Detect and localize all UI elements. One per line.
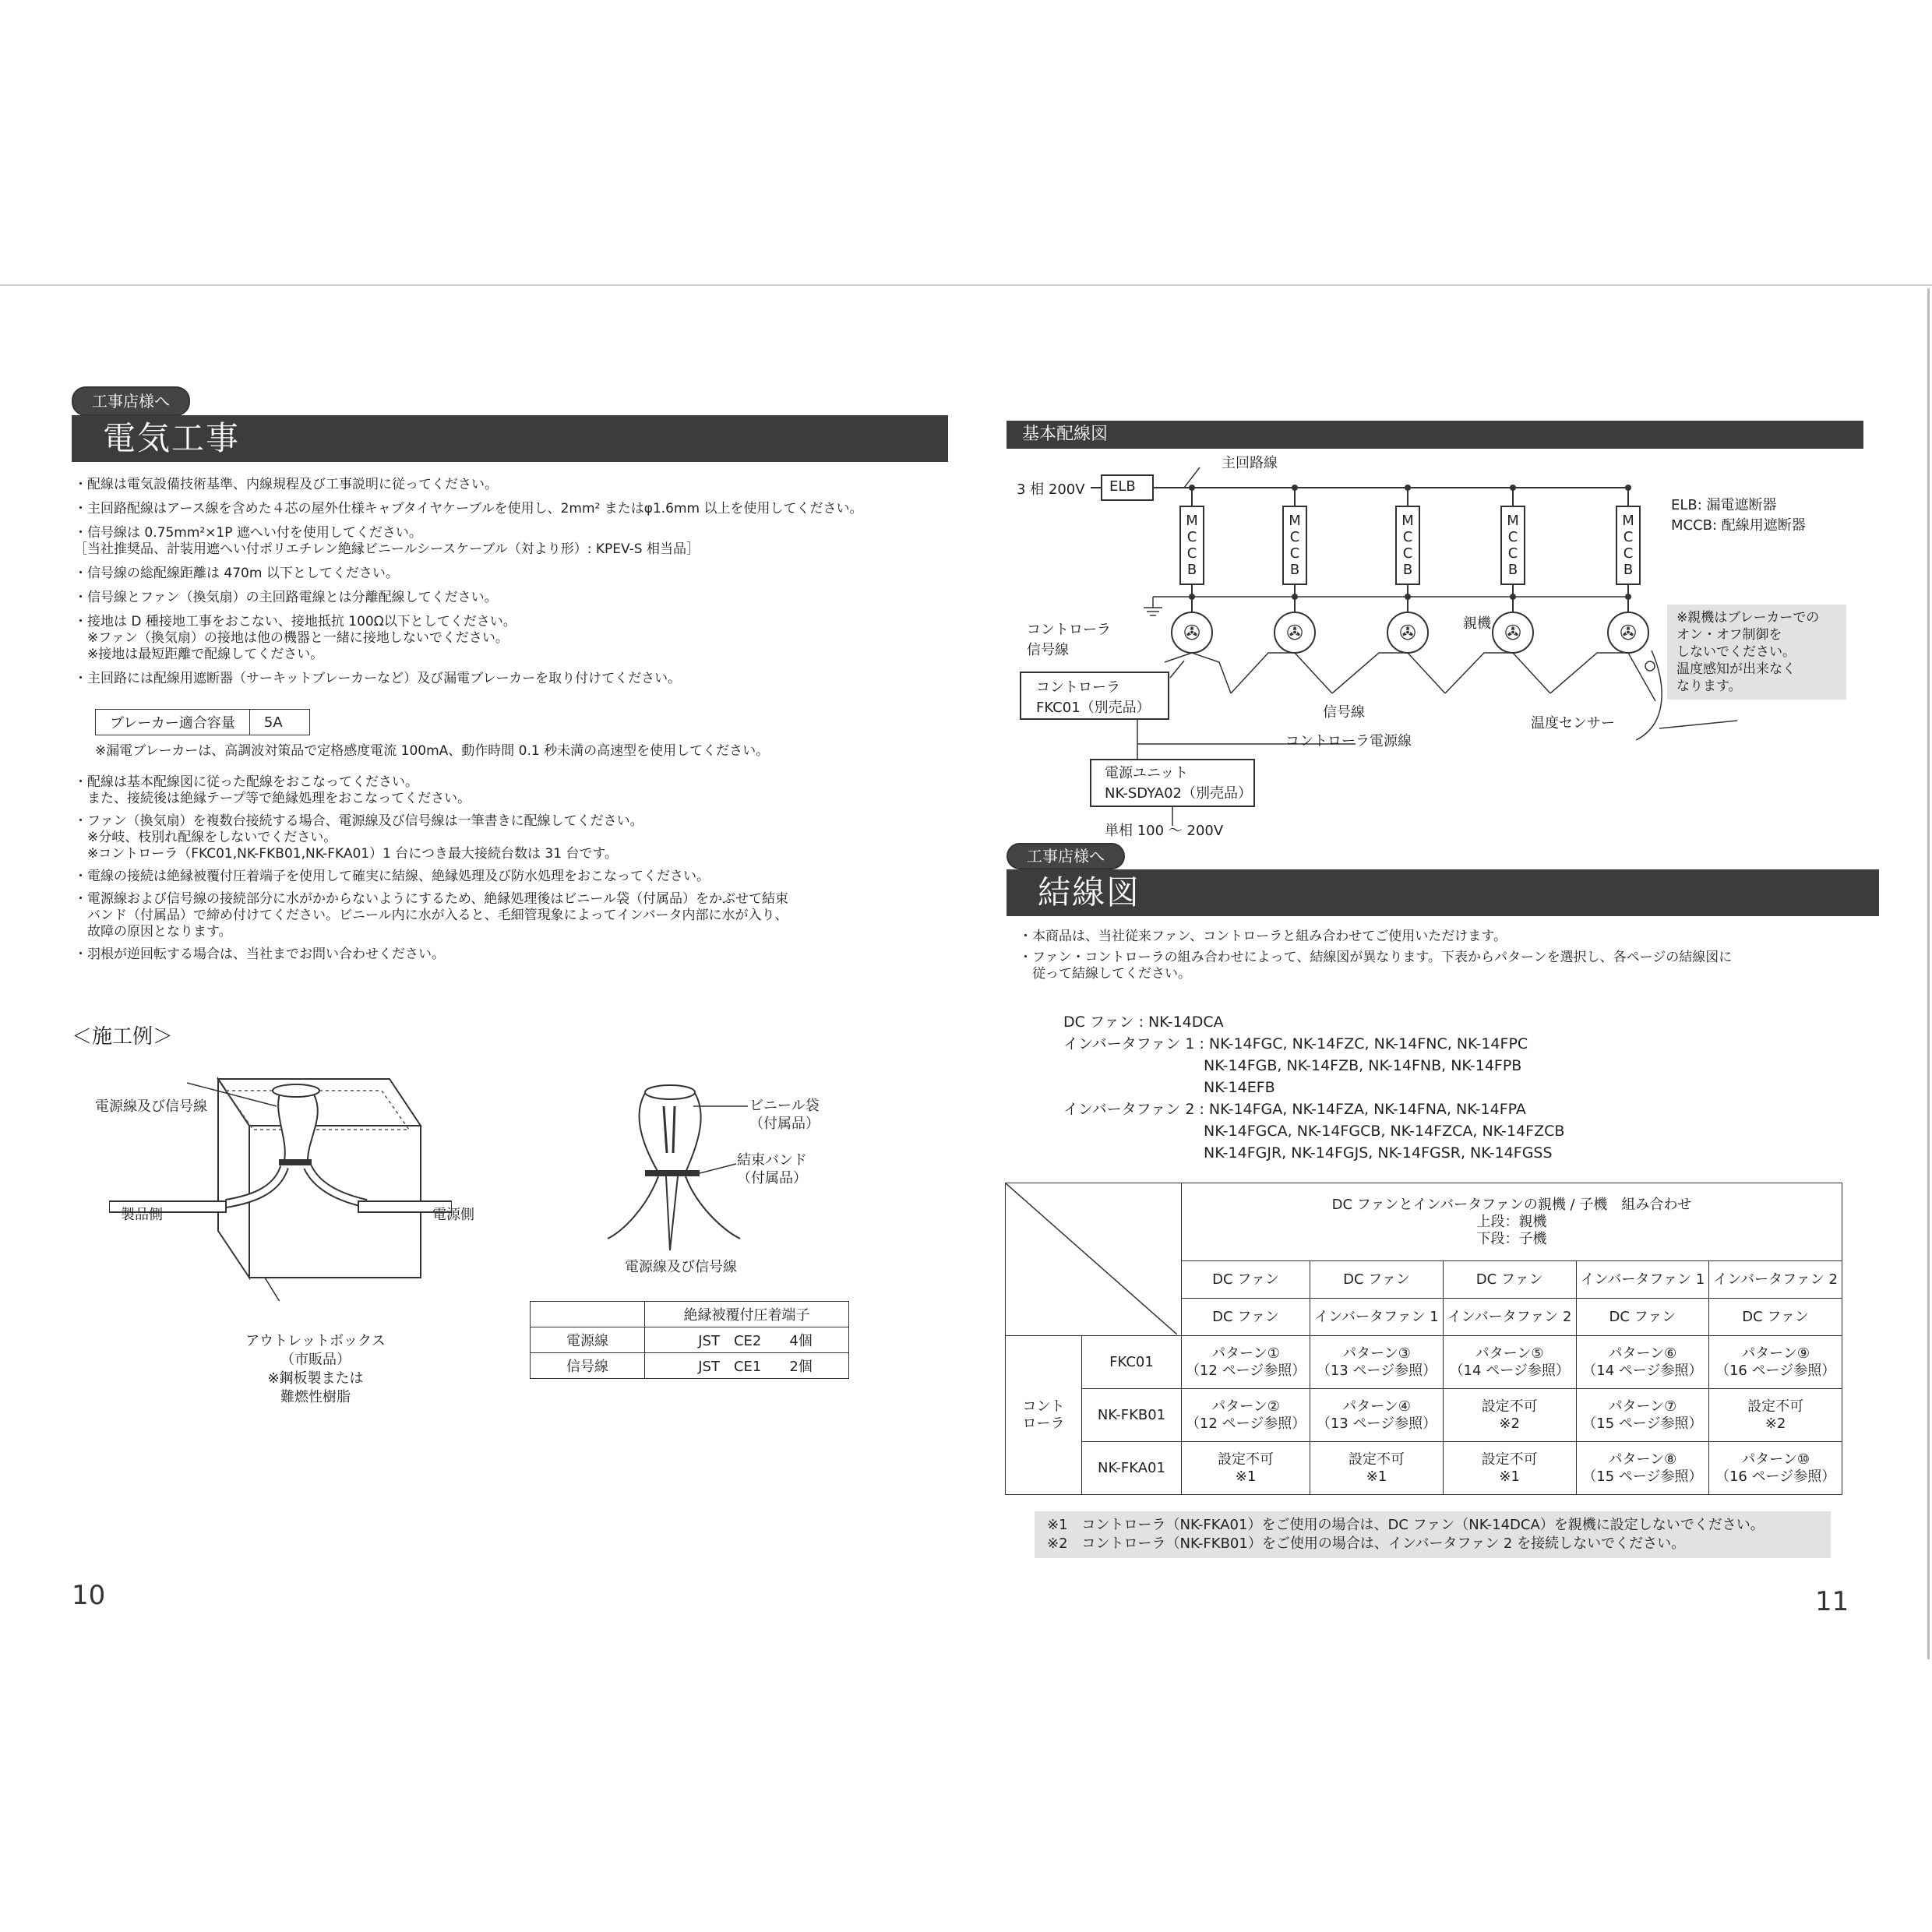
mccb-label: M C C B [1507, 513, 1519, 578]
controller-power-label: コントローラ電源線 [1285, 733, 1412, 749]
contractor-tag-left: 工事店様へ [72, 386, 190, 416]
table-row: NK-FKA01 設定不可 ※1 設定不可 ※1 設定不可 ※1 パターン⑧ （15 ページ参照） パターン⑩ （16 ページ参照） [1006, 1442, 1842, 1495]
elb-label: ELB [1109, 478, 1136, 495]
bullet-item: ・信号線は 0.75mm²×1P 遮へい付を使用してください。 ［当社推奨品、計装用遮へい付ポリエチレン絶縁ビニールシースケーブル（対より形）: KPEV-S 相当品］ [74, 525, 700, 557]
mccb-label: M C C B [1186, 513, 1198, 578]
model-group: インバータファン 1 : NK-14FGC, NK-14FZC, NK-14FNC, NK-14FPC [1063, 1035, 1528, 1052]
bullet-item: ・羽根が逆回転する場合は、当社までお問い合わせください。 [74, 947, 445, 962]
parent-unit-label: 親機 [1463, 615, 1491, 632]
bullet-item: ・電源線および信号線の接続部分に水がかからないようにするため、絶縁処理後はビニール袋（付属品）をかぶせて結束 バンド（付属品）で締め付けてください。ビニール内に水が入ると、毛細管現象によってインバータ内部に水が入り、 故障の原因となります。 [74, 891, 788, 940]
fig1-box-label: アウトレットボックス （市販品） ※鋼板製または 難燃性樹脂 [245, 1333, 386, 1405]
fig2-band-label: 結束バンド （付属品） [737, 1152, 807, 1186]
legend-mccb: MCCB: 配線用遮断器 [1671, 517, 1806, 534]
controller-fkc01-box: コントローラ FKC01（別売品） [1036, 679, 1151, 716]
footnote-box [1035, 1511, 1831, 1558]
svg-text:✇: ✇ [1286, 622, 1303, 645]
fan-unit [1332, 485, 1445, 693]
table-row: NK-FKB01 パターン② （12 ページ参照） パターン④ （13 ページ参照） 設定不可 ※2 パターン⑦ （15 ページ参照） 設定不可 ※2 [1006, 1389, 1842, 1442]
wiring-diagram-title: 基本配線図 [1007, 421, 1863, 449]
parent-unit-note: ※親機はブレーカーでの オン・オフ制御を しないでください。 温度感知が出来なく なります。 [1667, 605, 1846, 700]
bullet-item: ・信号線の総配線距離は 470m 以下としてください。 [74, 566, 399, 581]
table-row: コント ローラ FKC01 パターン① （12 ページ参照） パターン③ （13 ページ参照） パターン⑤ （14 ページ参照） パターン⑥ （14 ページ参照） パターン⑨ （16 ページ参照） [1006, 1336, 1842, 1389]
breaker-value: 5A [249, 710, 309, 735]
mccb-label: M C C B [1401, 513, 1414, 578]
main-line-label: 主回路線 [1222, 455, 1278, 471]
mccb-label: M C C B [1289, 513, 1301, 578]
table-row: 信号線 JST CE1 2個 [531, 1353, 849, 1379]
page-number-right: 11 [1815, 1586, 1849, 1617]
table-row-child: DC ファン インバータファン 1 インバータファン 2 DC ファン DC ファン [1006, 1299, 1842, 1336]
terminal-table [530, 1301, 849, 1379]
fig2-bag-label: ビニール袋 （付属品） [749, 1098, 820, 1132]
breaker-capacity-table [95, 709, 310, 735]
legend-elb: ELB: 漏電遮断器 [1671, 497, 1777, 513]
fig1-product-side: 製品側 [121, 1207, 163, 1223]
fan-unit [1231, 485, 1332, 693]
bullet-item: ・主回路には配線用遮断器（サーキットブレーカーなど）及び漏電ブレーカーを取り付けてください。 [74, 671, 682, 686]
bullet-item: ・配線は電気設備技術基準、内線規程及び工事説明に従ってください。 [74, 477, 498, 492]
bullet-item: ・配線は基本配線図に従った配線をおこなってください。 また、接続後は絶縁テープ等で絶縁処理をおこなってください。 [74, 774, 471, 806]
fig2-cable-label: 電源線及び信号線 [625, 1259, 737, 1275]
svg-text:✇: ✇ [1183, 622, 1200, 645]
fan-unit [1550, 485, 1662, 740]
controller-signal-label: コントローラ 信号線 [1027, 622, 1111, 658]
single-phase-label: 単相 100 ～ 200V [1105, 823, 1224, 839]
page-right-edge [1927, 288, 1930, 1659]
intro-item: ・ファン・コントローラの組み合わせによって、結線図が異なります。下表からパターンを選択し、各ページの結線図に 従って結線してください。 [1019, 950, 1733, 982]
table-header: DC ファンとインバータファンの親機 / 子機 組み合わせ 上段：親機 下段：子機 [1182, 1183, 1842, 1261]
svg-text:✇: ✇ [1399, 622, 1416, 645]
combination-table [1005, 1183, 1842, 1495]
fig1-cable-label: 電源線及び信号線 [95, 1098, 207, 1115]
svg-text:✇: ✇ [1504, 622, 1521, 645]
fan-unit-parent [1445, 485, 1550, 693]
breaker-label: ブレーカー適合容量 [96, 710, 250, 735]
breaker-note: ※漏電ブレーカーは、高調波対策品で定格感度電流 100mA、動作時間 0.1 秒未満の高速型を使用してください。 [95, 743, 770, 759]
temp-sensor-label: 温度センサー [1531, 715, 1615, 732]
page-title-wiring: 結線図 [1007, 869, 1879, 916]
fig1-power-side: 電源側 [432, 1207, 474, 1223]
controller-side-label: コント ローラ [1006, 1336, 1082, 1495]
contractor-tag-right: 工事店様へ [1007, 843, 1125, 869]
svg-text:✇: ✇ [1620, 622, 1637, 645]
footnote: ※1 コントローラ（NK-FKA01）をご使用の場合は、DC ファン（NK-14DCA）を親機に設定しないでください。 [1047, 1517, 1765, 1533]
supply-label: 3 相 200V [1017, 481, 1085, 498]
page-title-electrical: 電気工事 [72, 415, 948, 462]
table-row-parent: DC ファン DC ファン DC ファン インバータファン 1 インバータファン 2 [1006, 1261, 1842, 1299]
bullet-item: ・信号線とファン（換気扇）の主回路電線とは分離配線してください。 [74, 590, 498, 605]
bullet-item: ・電線の接続は絶縁被覆付圧着端子を使用して確実に結線、絶縁処理及び防水処理をおこなってください。 [74, 869, 710, 884]
model-group: インバータファン 2 : NK-14FGA, NK-14FZA, NK-14FNA, NK-14FPA [1063, 1101, 1526, 1118]
footnote: ※2 コントローラ（NK-FKB01）をご使用の場合は、インバータファン 2 を接続しないでください。 [1047, 1535, 1686, 1552]
model-list: DC ファン : NK-14DCA インバータファン 1 : NK-14FGC, NK-14FZC, NK-14FNC, NK-14FPC NK-14FGB, NK-14FZB, NK-14FNB, NK-14FPB NK-14EFB インバータファン 2 : NK-14FGA, NK-14FZA, NK-14FNA, NK-14FPA NK-14FGCA, NK-14FGCB, NK-14FZCA, NK-14FZCB NK-14FGJR, NK-14FGJS, NK-14FGSR, NK-14FGSS [1063, 1011, 1564, 1164]
table-corner [1006, 1183, 1182, 1336]
bullet-list-2 [74, 774, 931, 969]
bullet-list-1 [74, 477, 931, 695]
power-unit-box: 電源ユニット NK-SDYA02（別売品） [1105, 765, 1252, 802]
bullet-item: ・ファン（換気扇）を複数台接続する場合、電源線及び信号線は一筆書きに配線してください。 ※分岐、枝別れ配線をしないでください。 ※コントローラ（FKC01,NK-FKB01,NK-FKA01）1 台につき最大接続台数は 31 台です。 [74, 813, 643, 862]
page-top-edge [0, 284, 1932, 286]
signal-line-label: 信号線 [1323, 704, 1365, 721]
mccb-label: M C C B [1622, 513, 1634, 578]
terminal-table-header: 絶縁被覆付圧着端子 [645, 1302, 849, 1327]
vinyl-bag-illustration [600, 1083, 756, 1262]
wiring-intro [1019, 929, 1860, 982]
model-group: DC ファン : NK-14DCA [1063, 1014, 1224, 1031]
example-heading: ＜施工例＞ [72, 1025, 174, 1049]
page-number-left: 10 [72, 1580, 106, 1611]
table-row: 電源線 JST CE2 4個 [531, 1327, 849, 1353]
intro-item: ・本商品は、当社従来ファン、コントローラと組み合わせてご使用いただけます。 [1019, 929, 1507, 944]
bullet-item: ・主回路配線はアース線を含めた４芯の屋外仕様キャブタイヤケーブルを使用し、2mm² またはφ1.6mm 以上を使用してください。 [74, 501, 863, 516]
bullet-item: ・接地は D 種接地工事をおこない、接地抵抗 100Ω以下としてください。 ※ファン（換気扇）の接地は他の機器と一緒に接地しないでください。 ※接地は最短距離で配線してください。 [74, 614, 516, 662]
